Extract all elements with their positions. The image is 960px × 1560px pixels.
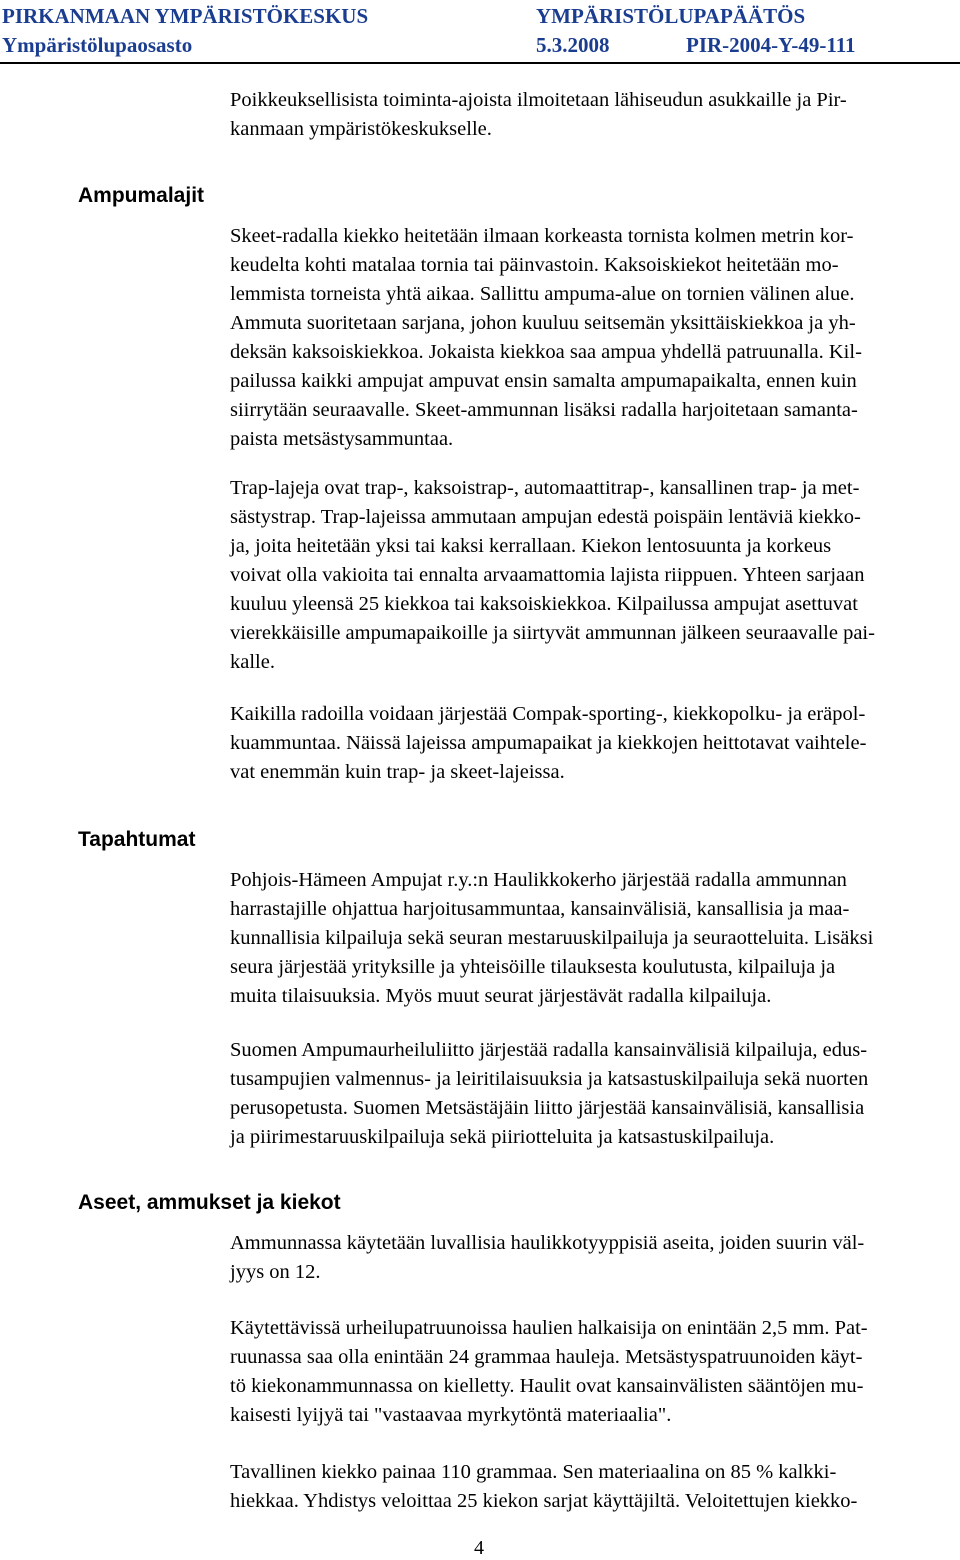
ampumalajit-paragraph-trap: Trap-lajeja ovat trap-, kaksoistrap-, automaattitrap-, kansallinen trap- ja met- sästystrap. Trap-lajeissa ammutaan ampujan edestä poispäin lentäviä kiekko- ja, joita heitetään yksi tai kaksi kerrallaan. Kiekon lentosuunta ja korkeus voivat olla vakioita tai ennalta arvaamattomia lajista riippuen. Yhteen sarjaan kuuluu yleensä 25 kiekkoa tai kaksoiskiekkoa. Kilpailussa ampujat asettuvat vierekkäisille ampumapaikoille ja siirtyvät ammunnan jälkeen seuraavalle pai- kalle. <box>230 477 875 673</box>
ampumalajit-paragraph-compak: Kaikilla radoilla voidaan järjestää Compak-sporting-, kiekkopolku- ja eräpol- kuammuntaa. Näissä lajeissa ampumapaikat ja kiekkojen heittotavat vaihtele- vat enemmän kuin trap- ja skeet-lajeissa. <box>230 703 867 783</box>
header-reference: PIR-2004-Y-49-111 <box>686 33 856 57</box>
header-date: 5.3.2008 <box>536 33 610 57</box>
page-number: 4 <box>474 1537 484 1559</box>
document-header <box>0 2 960 60</box>
header-department: Ympäristölupaosasto <box>2 33 193 57</box>
section-heading-aseet: Aseet, ammukset ja kiekot <box>78 1191 341 1214</box>
intro-paragraph: Poikkeuksellisista toiminta-ajoista ilmoitetaan lähiseudun asukkaille ja Pir- kanmaan ympäristökeskukselle. <box>230 89 847 140</box>
tapahtumat-paragraph-federations: Suomen Ampumaurheiluliitto järjestää radalla kansainvälisiä kilpailuja, edus- tusampujien valmennus- ja leiritilaisuuksia ja katsastuskilpailuja sekä nuorten perusopetusta. Suomen Metsästäjäin liitto järjestää kansainvälisiä, kansallisia ja piirimestaruuskilpailuja sekä piiriotteluita ja katsastuskilpailuja. <box>230 1039 869 1148</box>
tapahtumat-paragraph-club: Pohjois-Hämeen Ampujat r.y.:n Haulikkokerho järjestää radalla ammunnan harrastajille ohjattua harjoitusammuntaa, kansainvälisiä, kansallisia ja maa- kunnallisia kilpailuja sekä seuran mestaruuskilpailuja ja seuraotteluita. Lisäksi seura järjestää yrityksille ja yhteisöille tilauksesta koulutusta, kilpailuja ja muita tilaisuuksia. Myös muut seurat järjestävät radalla kilpailuja. <box>230 869 874 1007</box>
aseet-paragraph-weapons: Ammunnassa käytetään luvallisia haulikkotyyppisiä aseita, joiden suurin väl- jyys on 12. <box>230 1232 865 1283</box>
header-divider <box>0 62 960 64</box>
section-heading-tapahtumat: Tapahtumat <box>78 828 196 851</box>
header-document-type: YMPÄRISTÖLUPAPÄÄTÖS <box>536 4 806 28</box>
header-organization: PIRKANMAAN YMPÄRISTÖKESKUS <box>2 4 369 28</box>
section-heading-ampumalajit: Ampumalajit <box>78 184 205 207</box>
aseet-paragraph-cartridges: Käytettävissä urheilupatruunoissa haulien halkaisija on enintään 2,5 mm. Pat- ruunassa saa olla enintään 24 grammaa hauleja. Metsästyspatruunoiden käyt- tö kiekonammunnassa on kielletty. Haulit ovat kansainvälisten sääntöjen mu- kaisesti lyijyä tai "vastaavaa myrkytöntä materiaalia". <box>230 1317 868 1426</box>
ampumalajit-paragraph-skeet: Skeet-radalla kiekko heitetään ilmaan korkeasta tornista kolmen metrin kor- keudelta kohti matalaa tornia tai päinvastoin. Kaksoiskiekot heitetään mo- lemmista torneista yhtä aikaa. Sallittu ampuma-alue on tornien välinen alue. Ammuta suoritetaan sarjana, johon kuuluu seitsemän yksittäiskiekkoa ja yh- deksän kaksoiskiekkoa. Jokaista kiekkoa saa ampua yhdellä patruunalla. Kil- pailussa kaikki ampujat ampuvat ensin samalta ampumapaikalta, ennen kuin siirrytään seuraavalle. Skeet-ammunnan lisäksi radalla harjoitetaan samanta- paista metsästysammuntaa. <box>230 225 862 450</box>
aseet-paragraph-targets: Tavallinen kiekko painaa 110 grammaa. Sen materiaalina on 85 % kalkki- hiekkaa. Yhdistys veloittaa 25 kiekon sarjat käyttäjiltä. Veloitettujen kiekko- <box>230 1461 858 1512</box>
